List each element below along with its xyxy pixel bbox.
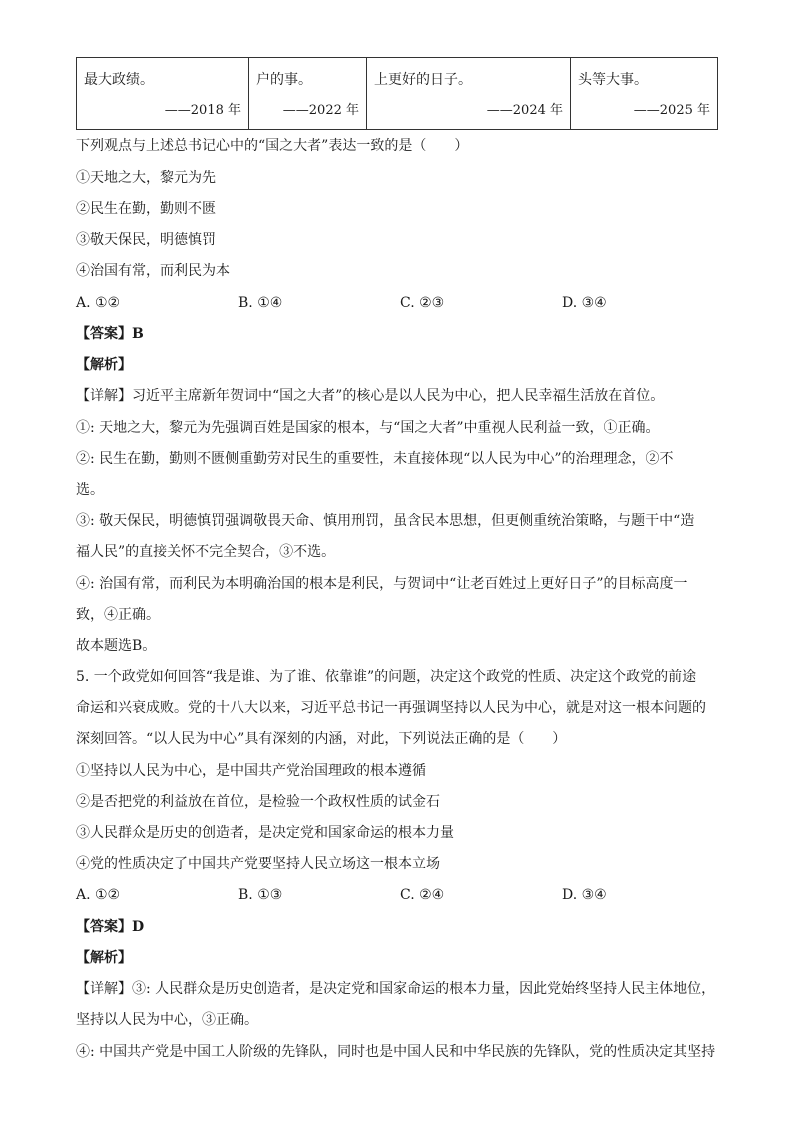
q5-stem-line: 深刻回答。“以人民为中心”具有深刻的内涵，对此，下列说法正确的是（ ） (76, 731, 567, 747)
q5-option-d: D. ③④ (562, 887, 607, 903)
q4-option-b: B. ①④ (238, 295, 283, 311)
q4-detail-line: 【详解】习近平主席新年贺词中“国之大者”的核心是以人民为中心，把人民幸福生活放在首位。 (76, 388, 665, 404)
q5-item: ②是否把党的利益放在首位，是检验一个政权性质的试金石 (76, 794, 440, 810)
q5-item: ①坚持以人民为中心，是中国共产党治国理政的根本遵循 (76, 763, 426, 779)
q4-option-c: C. ②③ (400, 295, 445, 311)
cell-text: 头等大事。 (578, 72, 648, 88)
q5-option-b: B. ①③ (238, 887, 283, 903)
q5-detail-line: 【详解】③: 人民群众是历史创造者，是决定党和国家命运的根本力量，因此党始终坚持人民主体地位， (76, 981, 716, 997)
q5-detail-line: ④: 中国共产党是中国工人阶级的先锋队，同时也是中国人民和中华民族的先锋队，党的性质决定其坚持 (76, 1044, 716, 1060)
table-cell (249, 58, 367, 130)
table-cell (77, 58, 249, 130)
q4-option-d: D. ③④ (562, 295, 607, 311)
q4-analysis-label: 【解析】 (76, 357, 132, 373)
q4-item: ②民生在勤，勤则不匮 (76, 201, 216, 217)
q4-item: ①天地之大，黎元为先 (76, 170, 216, 186)
q4-answer: 【答案】B (76, 326, 144, 342)
cell-text: 户的事。 (256, 72, 312, 88)
table-cell (571, 58, 718, 130)
q4-detail-line: 福人民”的直接关怀不完全契合，③不选。 (76, 544, 336, 560)
q5-item: ③人民群众是历史的创造者，是决定党和国家命运的根本力量 (76, 825, 454, 841)
q4-stem: 下列观点与上述总书记心中的“国之大者”表达一致的是（ ） (76, 138, 469, 154)
cell-year: ——2024 年 (486, 103, 563, 118)
q5-option-c: C. ②④ (400, 887, 445, 903)
q4-detail-line: 致，④正确。 (76, 607, 160, 623)
table-cell (367, 58, 571, 130)
q4-detail-line: ②: 民生在勤，勤则不匮侧重勤劳对民生的重要性，未直接体现“以人民为中心”的治理理念，②不 (76, 451, 674, 467)
q5-answer: 【答案】D (76, 919, 145, 935)
q4-detail-line: ③: 敬天保民，明德慎罚强调敬畏天命、慎用刑罚，虽含民本思想，但更侧重统治策略，与题干中“造 (76, 513, 695, 529)
q4-detail-line: ①: 天地之大，黎元为先强调百姓是国家的根本，与“国之大者”中重视人民利益一致，①正确。 (76, 420, 660, 436)
cell-year: ——2018 年 (164, 103, 241, 118)
cell-year: ——2022 年 (282, 103, 359, 118)
q4-item: ④治国有常，而利民为本 (76, 263, 230, 279)
q5-analysis-label: 【解析】 (76, 950, 132, 966)
q4-detail-line: 故本题选B。 (76, 638, 157, 654)
table-row (77, 58, 718, 130)
cell-text: 最大政绩。 (84, 72, 154, 88)
q4-detail-line: ④: 治国有常，而利民为本明确治国的根本是利民，与贺词中“让老百姓过上更好日子”的目标高度一 (76, 576, 688, 592)
q5-option-a: A. ①② (76, 887, 121, 903)
q5-stem-line: 5. 一个政党如何回答“我是谁、为了谁、依靠谁”的问题，决定这个政党的性质、决定这个政党的前途 (76, 669, 697, 685)
q5-stem-line: 命运和兴衰成败。党的十八大以来，习近平总书记一再强调坚持以人民为中心，就是对这一根本问题的 (76, 700, 706, 716)
q4-detail-line: 选。 (76, 482, 104, 498)
cell-text: 上更好的日子。 (374, 72, 472, 88)
q4-option-a: A. ①② (76, 295, 121, 311)
quote-table (76, 57, 718, 130)
cell-year: ——2025 年 (633, 103, 710, 118)
q5-detail-line: 坚持以人民为中心，③正确。 (76, 1012, 258, 1028)
q4-item: ③敬天保民，明德慎罚 (76, 232, 216, 248)
q5-item: ④党的性质决定了中国共产党要坚持人民立场这一根本立场 (76, 856, 440, 872)
